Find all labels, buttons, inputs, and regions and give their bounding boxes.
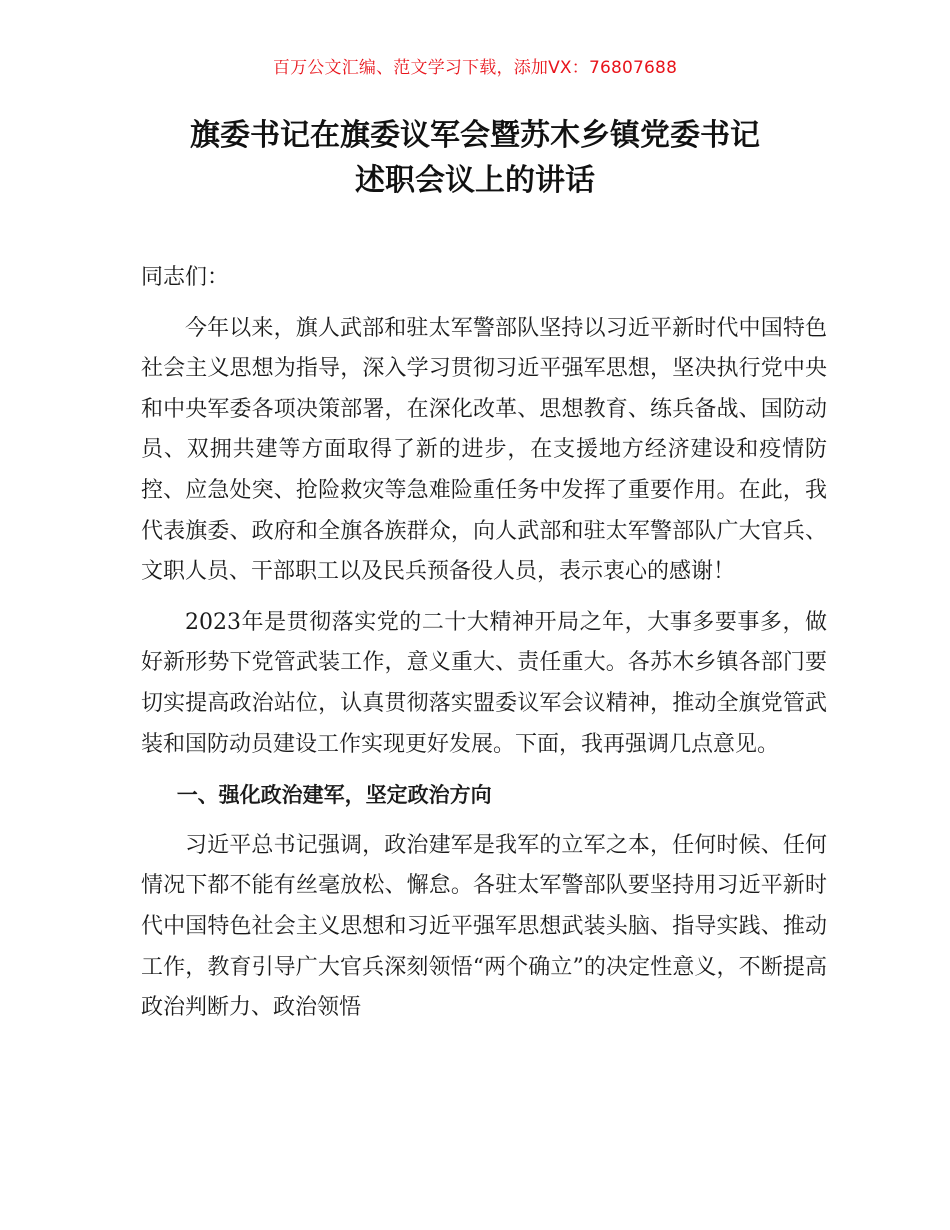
paragraph-2: 2023年是贯彻落实党的二十大精神开局之年，大事多要事多，做好新形势下党管武装工作，意义重大、责任重大。各苏木乡镇各部门要切实提高政治站位，认真贯彻落实盟委议军会议精神，推动全旗党管武装和国防动员建设工作实现更好发展。下面，我再强调几点意见。 [141, 609, 827, 757]
title-line-2: 述职会议上的讲话 [355, 163, 595, 198]
paragraph-3: 习近平总书记强调，政治建军是我军的立军之本，任何时候、任何情况下都不能有丝毫放松、懈怠。各驻太军警部队要坚持用习近平新时代中国特色社会主义思想和习近平强军思想武装头脑、指导实践、推动工作，教育引导广大官兵深刻领悟“两个确立”的决定性意义，不断提高政治判断力、政治领悟 [141, 832, 827, 1021]
paragraph-1: 今年以来，旗人武部和驻太军警部队坚持以习近平新时代中国特色社会主义思想为指导，深入学习贯彻习近平强军思想，坚决执行党中央和中央军委各项决策部署，在深化改革、思想教育、练兵备战、国防动员、双拥共建等方面取得了新的进步，在支援地方经济建设和疫情防控、应急处突、抢险救灾等急难险重任务中发挥了重要作用。在此，我代表旗委、政府和全旗各族群众，向人武部和驻太军警部队广大官兵、文职人员、干部职工以及民兵预备役人员，表示衷心的感谢！ [141, 315, 827, 585]
download-banner: 百万公文汇编、范文学习下载，添加VX：76807688 [272, 58, 678, 78]
title-line-1: 旗委书记在旗委议军会暨苏木乡镇党委书记 [190, 118, 760, 153]
document-body [141, 258, 827, 1029]
section-heading-1: 一、强化政治建军，坚定政治方向 [176, 783, 492, 808]
document-title [0, 113, 950, 203]
salutation: 同志们： [141, 265, 230, 290]
